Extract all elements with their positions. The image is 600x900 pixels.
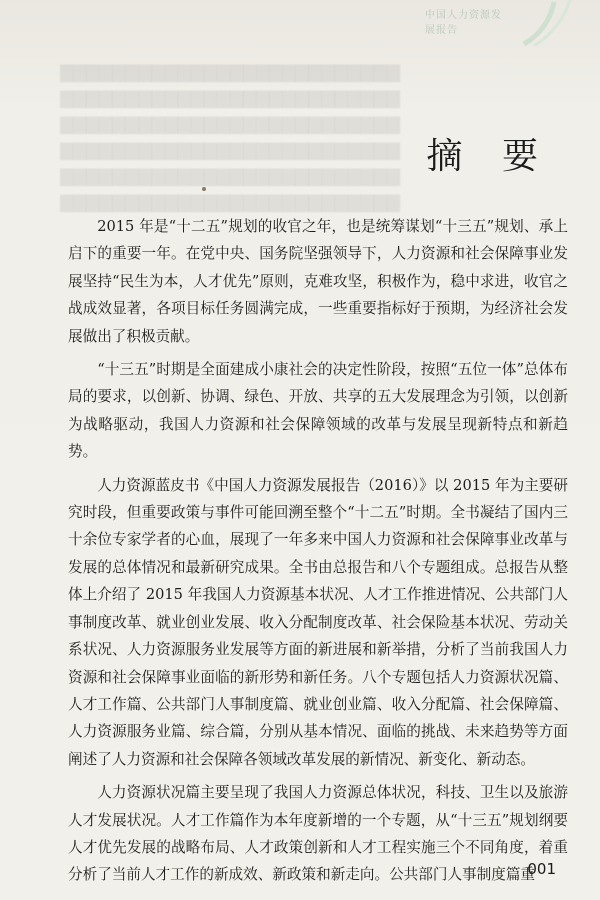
abstract-body xyxy=(68,213,568,895)
paragraph: 2015 年是“十二五”规划的收官之年，也是统筹谋划“十三五”规划、承上启下的重要一年。在党中央、国务院坚强领导下，人力资源和社会保障事业发展坚持“民生为本，人才优先”原则，克难攻坚，积极作为，稳中求进，收官之战成效显著，各项目标任务圆满完成，一些重要指标好于预期，为经济社会发展做出了积极贡献。 xyxy=(68,218,568,345)
show-through-text: ▇▇▇▇▇▇▇▇▇▇▇▇▇▇▇▇▇▇▇▇▇▇▇▇▇▇ ▇▇▇▇▇▇▇▇▇▇▇▇▇▇▇▇▇▇▇▇▇▇▇▇▇▇ ▇▇▇▇▇▇▇▇▇▇▇▇▇▇▇▇▇▇▇▇▇▇▇▇▇▇ ▇▇▇▇▇▇▇▇▇▇▇▇▇▇▇▇▇▇▇▇▇▇▇▇▇▇ ▇▇▇▇▇▇▇▇▇▇▇▇▇▇▇▇▇▇▇▇▇▇▇▇▇▇ ▇▇▇▇▇▇▇▇▇▇▇▇▇▇▇▇▇▇▇▇▇▇▇▇▇▇ xyxy=(60,63,400,213)
ink-speck xyxy=(202,187,206,191)
page-title: 摘 要 xyxy=(426,136,552,177)
running-header: 中国人力资源发展报告 xyxy=(425,10,502,36)
header-swoosh-decoration xyxy=(520,0,580,46)
paragraph: 人力资源蓝皮书《中国人力资源发展报告（2016）》以 2015 年为主要研究时段，但重要政策与事件可能回溯至整个“十二五”时期。全书凝结了国内三十余位专家学者的心血，展现了一年多来中国人力资源和社会保障事业改革与发展的总体情况和最新研究成果。全书由总报告和八个专题组成。总报告从整体上介绍了 2015 年我国人力资源基本状况、人才工作推进情况、公共部门人事制度改革、就业创业发展、收入分配制度改革、社会保险基本状况、劳动关系状况、人力资源服务业发展等方面的新进展和新举措，分析了当前我国人力资源和社会保障事业面临的新形势和新任务。八个专题包括人力资源状况篇、人才工作篇、公共部门人事制度篇、就业创业篇、收入分配篇、社会保障篇、人力资源服务业篇、综合篇，分别从基本情况、面临的挑战、未来趋势等方面阐述了人力资源和社会保障各领域改革发展的新情况、新变化、新动态。 xyxy=(68,476,568,768)
paragraph: “十三五”时期是全面建成小康社会的决定性阶段，按照“五位一体”总体布局的要求，以创新、协调、绿色、开放、共享的五大发展理念为引领，以创新为战略驱动，我国人力资源和社会保障领域的改革与发展呈现新特点和新趋势。 xyxy=(68,361,568,461)
paragraph: 人力资源状况篇主要呈现了我国人力资源总体状况，科技、卫生以及旅游人才发展状况。人才工作篇作为本年度新增的一个专题，从“十三五”规划纲要人才优先发展的战略布局、人才政策创新和人才工程实施三个不同角度，着重分析了当前人才工作的新成效、新政策和新走向。公共部门人事制度篇重 xyxy=(68,784,568,884)
page-number: 001 xyxy=(527,860,556,878)
